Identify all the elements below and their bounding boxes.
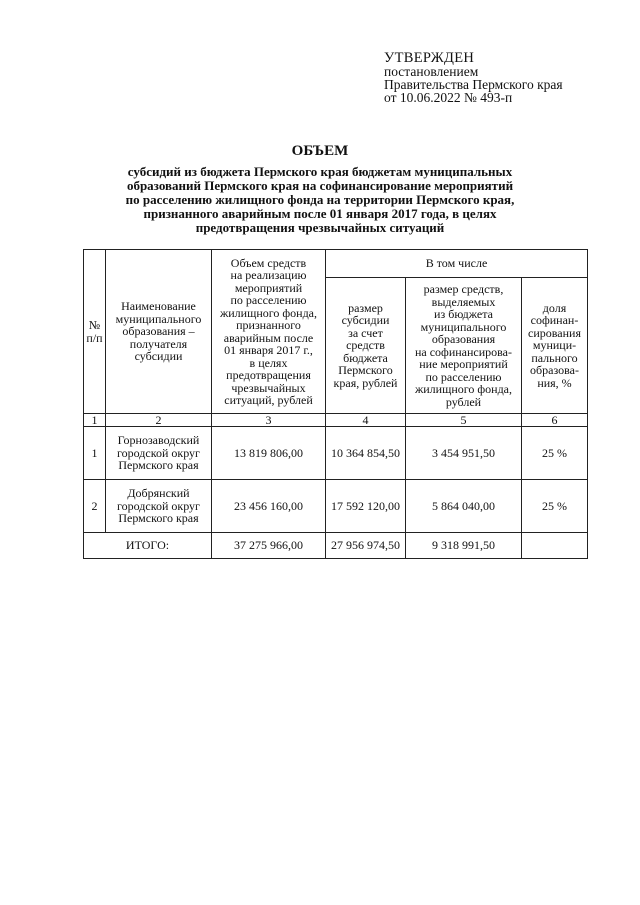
- header-total-line: на реализацию: [230, 268, 307, 282]
- total-subsidy: 27 956 974,50: [326, 533, 406, 559]
- header-total-line: ситуаций, рублей: [224, 393, 313, 407]
- total-sum: 37 275 966,00: [212, 533, 326, 559]
- header-subsidy-line: средств: [346, 338, 385, 353]
- row-total: 13 819 806,00: [212, 427, 326, 480]
- row-name-line: Добрянский: [127, 486, 190, 501]
- header-num: [84, 250, 106, 414]
- header-municipal-line: жилищного фонда,: [414, 382, 513, 396]
- row-municipal: 3 454 951,50: [406, 427, 522, 480]
- subtitle-line: образований Пермского края на софинансирование мероприятий: [126, 178, 514, 193]
- table-row: [84, 480, 588, 533]
- table-row: [84, 427, 588, 480]
- header-share: [522, 278, 588, 414]
- header-num-line: п/п: [86, 330, 103, 345]
- subtitle-line: субсидий из бюджета Пермского края бюджетам муниципальных: [127, 164, 513, 179]
- header-share-line: ния, %: [537, 375, 572, 390]
- header-name-line: муниципального: [115, 311, 202, 326]
- header-share-line: доля: [542, 300, 567, 315]
- approval-date-number: от 10.06.2022 № 493-п: [384, 90, 513, 105]
- row-share: 25 %: [522, 480, 588, 533]
- column-number-row: [84, 414, 588, 427]
- header-total: [212, 250, 326, 414]
- column-number: 2: [106, 414, 212, 427]
- header-subsidy-line: субсидии: [341, 313, 390, 328]
- header-including: В том числе: [326, 250, 588, 278]
- approval-stamp: [384, 52, 563, 104]
- row-name: [106, 480, 212, 533]
- header-municipal-line: муниципального: [420, 319, 507, 334]
- approval-line: постановлением: [384, 64, 479, 79]
- column-number: 4: [326, 414, 406, 427]
- subtitle-line: предотвращения чрезвычайных ситуаций: [195, 220, 445, 235]
- header-municipal-line: выделяемых: [431, 294, 496, 309]
- header-municipal-line: из бюджета: [434, 307, 493, 321]
- row-subsidy: 10 364 854,50: [326, 427, 406, 480]
- header-municipal-line: по расселению: [425, 369, 502, 384]
- header-total-line: по расселению: [230, 293, 307, 307]
- header-share-line: сирования: [528, 325, 581, 340]
- row-name: [106, 427, 212, 480]
- header-subsidy: [326, 278, 406, 414]
- header-share-line: пального: [531, 350, 578, 365]
- header-share-line: муници-: [532, 338, 577, 353]
- header-share-line: образова-: [530, 363, 579, 378]
- row-name-line: городской округ: [117, 445, 200, 460]
- header-name: [106, 250, 212, 414]
- approval-title: УТВЕРЖДЕН: [384, 50, 475, 66]
- header-num-line: №: [88, 318, 101, 332]
- header-total-line: предотвращения: [226, 368, 311, 382]
- header-total-line: жилищного фонда,: [219, 305, 318, 320]
- header-subsidy-line: края, рублей: [333, 375, 398, 390]
- header-total-line: 01 января 2017 г.,: [224, 343, 313, 357]
- approval-line: Правительства Пермского края: [384, 77, 563, 92]
- document-subtitle: [100, 165, 540, 235]
- total-municipal: 9 318 991,50: [406, 533, 522, 559]
- header-subsidy-line: Пермского: [338, 363, 393, 378]
- column-number: 3: [212, 414, 326, 427]
- header-total-line: Объем средств: [230, 255, 307, 270]
- header-share-line: софинан-: [530, 313, 579, 328]
- header-subsidy-line: за счет: [348, 325, 383, 340]
- subsidy-table: [83, 249, 588, 559]
- header-subsidy-line: бюджета: [343, 350, 388, 365]
- row-name-line: Пермского края: [118, 511, 199, 526]
- column-number: 6: [522, 414, 588, 427]
- row-share: 25 %: [522, 427, 588, 480]
- document-title: ОБЪЕМ: [291, 143, 349, 159]
- header-name-line: образования –: [122, 324, 195, 339]
- total-label: ИТОГО:: [84, 533, 212, 559]
- header-total-line: признанного: [236, 318, 301, 332]
- row-name-line: городской округ: [117, 498, 200, 513]
- header-municipal: [406, 278, 522, 414]
- total-row: [84, 533, 588, 559]
- row-num: 1: [84, 427, 106, 480]
- subtitle-line: по расселению жилищного фонда на территории Пермского края,: [125, 192, 515, 207]
- header-municipal-line: на софинансирова-: [414, 344, 513, 359]
- total-share: [522, 533, 588, 559]
- header-subsidy-line: размер: [348, 300, 383, 315]
- header-name-line: Наименование: [121, 299, 196, 314]
- header-name-line: субсидии: [134, 349, 183, 364]
- column-number: 5: [406, 414, 522, 427]
- row-name-line: Горнозаводский: [117, 433, 200, 448]
- row-name-line: Пермского края: [118, 458, 199, 473]
- header-total-line: аварийным после: [223, 330, 314, 345]
- row-municipal: 5 864 040,00: [406, 480, 522, 533]
- header-total-line: мероприятий: [234, 280, 303, 295]
- header-municipal-line: размер средств,: [423, 282, 504, 296]
- header-total-line: чрезвычайных: [231, 380, 306, 395]
- row-total: 23 456 160,00: [212, 480, 326, 533]
- header-total-line: в целях: [249, 355, 288, 370]
- subtitle-line: признанного аварийным после 01 января 2017 года, в целях: [143, 206, 497, 221]
- row-subsidy: 17 592 120,00: [326, 480, 406, 533]
- column-number: 1: [84, 414, 106, 427]
- header-municipal-line: рублей: [445, 394, 482, 409]
- header-name-line: получателя: [129, 336, 188, 351]
- row-num: 2: [84, 480, 106, 533]
- header-municipal-line: ние мероприятий: [419, 357, 508, 371]
- header-municipal-line: образования: [431, 332, 496, 346]
